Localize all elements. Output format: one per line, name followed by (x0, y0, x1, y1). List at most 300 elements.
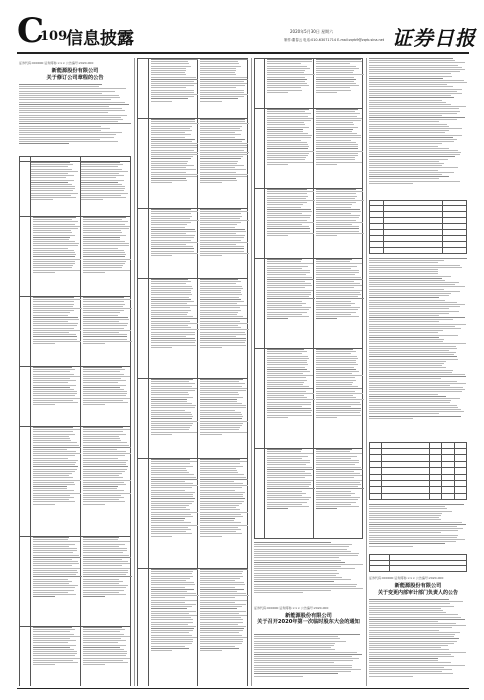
text-line (151, 604, 196, 605)
text-line (151, 96, 194, 97)
text-line (369, 372, 452, 373)
text-line (151, 622, 193, 623)
text-line (316, 395, 353, 396)
text-line (83, 658, 130, 659)
text-line (151, 648, 190, 649)
text-line (83, 237, 120, 238)
text-line (200, 172, 236, 173)
text-line (369, 543, 445, 544)
text-line (200, 496, 243, 497)
text-line (33, 367, 73, 368)
text-line (200, 132, 235, 133)
text-line (316, 79, 356, 80)
newspaper-logo: 证券日报 (392, 26, 476, 50)
text-line (200, 237, 244, 238)
text-line (151, 87, 186, 88)
text-line (31, 177, 66, 178)
text-line (316, 235, 338, 236)
text-line (151, 595, 199, 596)
text-line (81, 186, 125, 187)
text-line (200, 174, 248, 175)
text-line (83, 638, 121, 639)
text-line (267, 371, 310, 372)
text-line (33, 315, 69, 316)
column-4 (367, 58, 469, 686)
text-line (33, 574, 76, 575)
text-line (151, 290, 191, 291)
text-line (316, 301, 351, 302)
text-line (369, 291, 460, 292)
text-line (151, 641, 194, 642)
text-line (31, 164, 73, 165)
text-line (369, 167, 458, 168)
text-line (254, 636, 338, 637)
text-line (369, 111, 460, 112)
text-line (151, 143, 199, 144)
text-line (200, 643, 242, 644)
text-line (369, 269, 438, 270)
text-line (200, 604, 246, 605)
text-line (151, 158, 191, 159)
text-line (151, 132, 186, 133)
text-line (83, 241, 125, 242)
text-line (267, 456, 308, 457)
text-line (316, 408, 361, 409)
text-line (151, 288, 194, 289)
text-line (151, 79, 199, 80)
text-line (254, 575, 336, 576)
text-line (200, 388, 247, 389)
text-line (33, 475, 69, 476)
text-line (83, 631, 120, 632)
text-line (369, 658, 438, 659)
text-line (83, 537, 120, 538)
text-line (151, 580, 186, 581)
text-line (33, 387, 71, 388)
text-line (200, 529, 241, 530)
text-line (151, 479, 198, 480)
text-line (369, 324, 466, 325)
text-line (316, 294, 361, 295)
text-line (316, 277, 361, 278)
text-line (267, 272, 310, 273)
text-line (83, 265, 123, 266)
text-line (200, 336, 236, 337)
text-line (200, 81, 244, 82)
text-line (200, 571, 243, 572)
text-line (316, 477, 354, 478)
text-line (33, 382, 68, 383)
text-line (267, 287, 305, 288)
text-line (33, 629, 75, 630)
column-divider (134, 58, 135, 686)
text-line (316, 318, 338, 319)
text-line (83, 550, 127, 551)
text-line (151, 323, 198, 324)
text-line (151, 63, 189, 64)
text-line (83, 369, 125, 370)
text-line (151, 474, 195, 475)
text-line (267, 484, 312, 485)
text-line (316, 68, 359, 69)
text-line (369, 378, 441, 379)
text-line (33, 484, 76, 485)
text-line (151, 421, 199, 422)
text-line (267, 211, 313, 212)
text-line (19, 115, 127, 116)
text-line (83, 458, 118, 459)
text-line (267, 386, 309, 387)
text-line (200, 77, 247, 78)
text-line (316, 382, 353, 383)
text-line (151, 401, 187, 402)
text-line (151, 347, 173, 348)
text-line (369, 69, 465, 70)
text-line (316, 231, 360, 232)
text-line (369, 504, 464, 505)
text-line (200, 338, 246, 339)
text-line (254, 669, 361, 670)
text-line (316, 453, 362, 454)
text-line (83, 451, 126, 452)
text-line (369, 95, 451, 96)
text-line (316, 198, 355, 199)
text-line (369, 601, 463, 602)
text-line (83, 308, 132, 309)
text-line (316, 307, 360, 308)
text-line (200, 527, 238, 528)
text-line (267, 131, 303, 132)
text-line (254, 660, 353, 661)
text-line (83, 226, 130, 227)
text-line (19, 137, 114, 138)
text-line (200, 505, 239, 506)
text-line (267, 502, 308, 503)
announcement-company: 新能源股份有限公司 (394, 583, 442, 589)
text-line (151, 533, 192, 534)
text-line (151, 145, 197, 146)
text-line (200, 292, 241, 293)
text-line (316, 92, 338, 93)
text-line (200, 152, 249, 153)
text-line (83, 232, 122, 233)
text-line (316, 285, 362, 286)
text-line (316, 59, 361, 60)
text-line (19, 130, 101, 131)
text-line (151, 468, 186, 469)
text-line (200, 240, 241, 241)
text-line (369, 156, 455, 157)
text-line (83, 252, 126, 253)
text-line (369, 391, 462, 392)
text-line (151, 211, 198, 212)
text-line (267, 497, 311, 498)
text-line (200, 405, 246, 406)
text-line (200, 310, 241, 311)
text-line (369, 409, 461, 410)
text-line (267, 207, 302, 208)
text-line (267, 270, 310, 271)
text-line (267, 155, 309, 156)
text-line (316, 144, 358, 145)
text-line (200, 281, 241, 282)
text-line (151, 635, 192, 636)
text-line (151, 237, 194, 238)
text-line (200, 533, 242, 534)
text-line (267, 402, 311, 403)
text-line (267, 294, 312, 295)
text-line (33, 455, 75, 456)
text-line (151, 619, 194, 620)
text-line (316, 309, 358, 310)
text-line (83, 250, 124, 251)
footer-rule (17, 688, 469, 689)
text-line (33, 563, 80, 564)
text-line (369, 178, 439, 179)
text-line (151, 301, 194, 302)
text-line (200, 569, 248, 570)
text-line (254, 588, 363, 589)
text-line (33, 339, 77, 340)
text-line (369, 526, 457, 527)
text-line (151, 573, 193, 574)
text-line (316, 211, 362, 212)
text-line (369, 150, 458, 151)
text-line (83, 552, 123, 553)
text-line (200, 587, 235, 588)
text-line (369, 532, 441, 533)
text-line (200, 68, 236, 69)
text-line (200, 626, 246, 627)
text-line (254, 551, 351, 552)
text-line (316, 475, 362, 476)
text-line (369, 530, 458, 531)
text-line (316, 462, 359, 463)
text-line (33, 440, 72, 441)
text-line (316, 87, 350, 88)
text-line (267, 191, 314, 192)
text-line (33, 391, 77, 392)
text-line (316, 482, 360, 483)
text-line (316, 369, 356, 370)
text-line (81, 164, 123, 165)
text-line (151, 613, 190, 614)
text-line (151, 414, 193, 415)
announcement-company: 新能源股份有限公司 (51, 68, 99, 74)
text-line (369, 645, 448, 646)
text-line (83, 490, 124, 491)
text-line (83, 436, 119, 437)
text-line (200, 231, 247, 232)
text-line (83, 334, 127, 335)
text-line (151, 216, 192, 217)
text-line (83, 629, 125, 630)
text-line (200, 487, 242, 488)
text-line (151, 569, 198, 570)
text-line (200, 432, 247, 433)
text-line (83, 634, 124, 635)
text-line (267, 162, 313, 163)
text-line (33, 427, 73, 428)
text-line (316, 473, 361, 474)
text-line (151, 338, 196, 339)
text-line (267, 384, 303, 385)
text-line (267, 157, 306, 158)
text-line (200, 294, 243, 295)
text-line (369, 297, 439, 298)
text-line (369, 132, 445, 133)
text-line (19, 99, 111, 100)
text-line (200, 318, 247, 319)
text-line (33, 471, 75, 472)
text-line (151, 176, 197, 177)
header-rule (17, 52, 469, 54)
text-line (369, 402, 450, 403)
text-line (316, 406, 351, 407)
text-line (83, 585, 128, 586)
text-line (83, 431, 123, 432)
text-line (369, 62, 465, 63)
text-line (33, 434, 76, 435)
text-line (369, 537, 457, 538)
text-line (316, 204, 353, 205)
text-line (316, 493, 355, 494)
text-line (369, 519, 441, 520)
text-line (200, 595, 249, 596)
text-line (267, 415, 312, 416)
text-line (369, 126, 449, 127)
text-line (267, 118, 313, 119)
text-line (369, 630, 439, 631)
text-line (200, 213, 241, 214)
text-line (83, 395, 126, 396)
text-line (254, 590, 331, 591)
text-line (33, 546, 69, 547)
text-line (316, 129, 353, 130)
text-line (316, 364, 358, 365)
text-line (267, 460, 310, 461)
text-line (369, 159, 448, 160)
text-line (200, 163, 237, 164)
text-line (31, 199, 53, 200)
text-line (151, 307, 191, 308)
text-line (151, 394, 190, 395)
text-line (369, 608, 441, 609)
text-line (83, 315, 119, 316)
text-line (151, 432, 197, 433)
text-line (200, 641, 244, 642)
text-line (267, 404, 312, 405)
text-line (19, 106, 109, 107)
text-line (33, 636, 80, 637)
text-line (33, 497, 74, 498)
text-line (151, 423, 193, 424)
text-line (200, 516, 243, 517)
text-line (369, 506, 445, 507)
text-line (200, 96, 244, 97)
text-line (83, 539, 118, 540)
text-line (267, 364, 309, 365)
text-line (151, 582, 195, 583)
body-text-block (369, 504, 467, 552)
text-line (151, 165, 194, 166)
text-line (267, 193, 307, 194)
text-line (33, 495, 71, 496)
text-line (19, 95, 119, 96)
text-line (316, 360, 356, 361)
text-line (151, 434, 173, 435)
text-line (83, 325, 127, 326)
text-line (316, 72, 353, 73)
announcement-title: 关于修订公司章程的公告 (46, 75, 104, 81)
text-line (316, 196, 357, 197)
text-line (369, 67, 462, 68)
text-line (200, 425, 243, 426)
text-line (267, 111, 306, 112)
text-line (254, 577, 342, 578)
text-line (267, 74, 315, 75)
text-line (81, 175, 125, 176)
text-line (369, 161, 439, 162)
text-line (33, 219, 73, 220)
text-line (83, 378, 121, 379)
text-line (200, 303, 237, 304)
text-line (200, 345, 246, 346)
text-line (267, 395, 304, 396)
text-line (267, 279, 315, 280)
text-line (151, 292, 192, 293)
text-line (33, 579, 69, 580)
text-line (369, 676, 413, 677)
text-line (200, 536, 222, 537)
text-line (33, 477, 73, 478)
text-line (200, 582, 245, 583)
text-line (19, 139, 100, 140)
text-line (33, 235, 76, 236)
text-line (33, 239, 70, 240)
column-3 (252, 58, 365, 686)
text-line (33, 310, 74, 311)
text-line (33, 627, 73, 628)
text-line (33, 464, 76, 465)
column-divider (251, 58, 252, 686)
body-text-block (369, 58, 467, 198)
text-line (316, 63, 350, 64)
text-line (254, 638, 340, 639)
text-line (369, 265, 460, 266)
text-line (151, 310, 191, 311)
text-line (267, 127, 309, 128)
text-line (33, 537, 70, 538)
text-line (316, 480, 362, 481)
text-line (267, 217, 310, 218)
text-line (316, 377, 356, 378)
text-line (369, 267, 462, 268)
text-line (267, 135, 312, 136)
text-line (151, 283, 187, 284)
text-line (267, 399, 315, 400)
text-line (200, 611, 246, 612)
text-line (151, 94, 198, 95)
text-line (200, 619, 243, 620)
text-line (200, 507, 236, 508)
text-line (254, 656, 352, 657)
text-line (151, 303, 187, 304)
text-line (151, 381, 190, 382)
text-line (151, 240, 192, 241)
small-table (369, 554, 467, 572)
text-line (316, 296, 358, 297)
